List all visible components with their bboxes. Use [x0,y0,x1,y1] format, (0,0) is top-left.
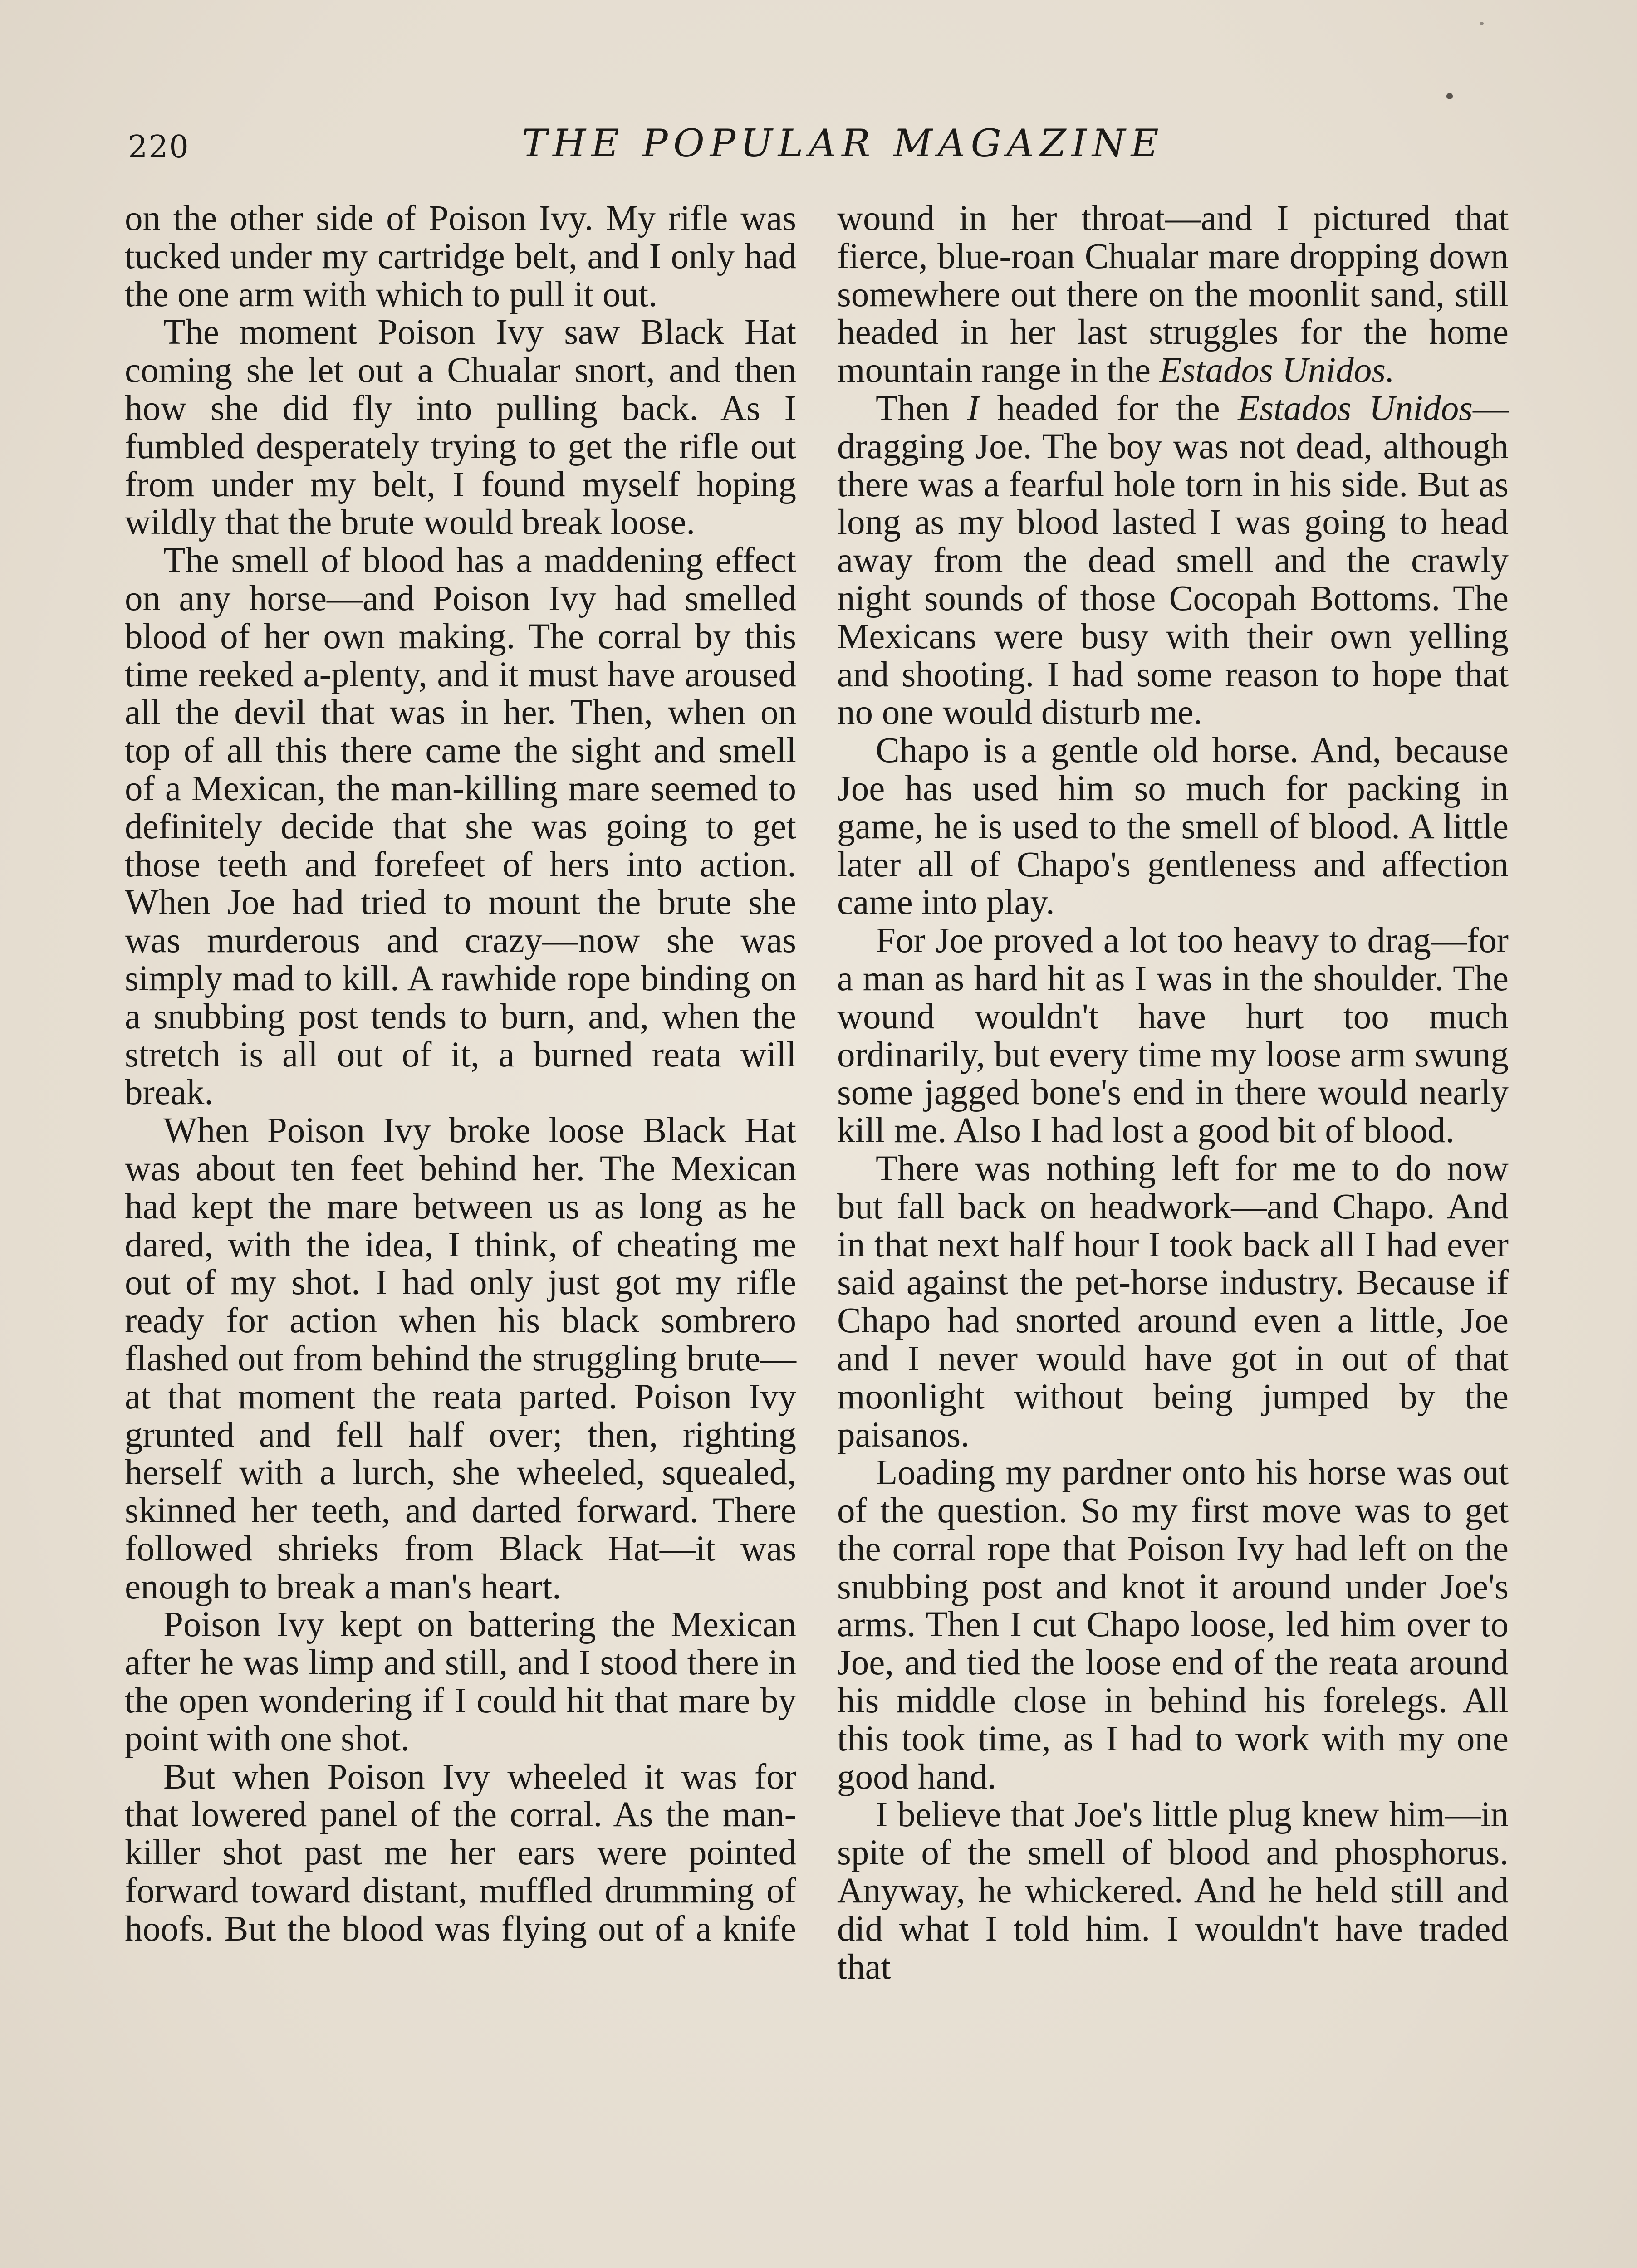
italic-text: Estados Unidos [1238,388,1473,428]
paragraph: For Joe proved a lot too heavy to drag—for a man as hard hit as I was in the shoulder. The wound wouldn't have hurt too much ordinarily, but every time my loose arm swung some jagged bone's end in there would nearly kill me. Also I had lost a good bit of blood. [837,921,1509,1151]
paragraph [837,200,1509,390]
italic-text: I [967,388,980,428]
running-head [123,116,1511,166]
right-column [837,200,1509,1986]
paragraph: on the other side of Poison Ivy. My rifle was tucked under my cartridge belt, and I only had the one arm with which to pull it out. [125,199,796,314]
page-number: 220 [128,129,190,165]
paragraph: I believe that Joe's little plug knew him—in spite of the smell of blood and phosphorus. Anyway, he whickered. And he held still and did what I told him. I wouldn't have traded that [837,1795,1509,1987]
paragraph: The smell of blood has a maddening effect on any horse—and Poison Ivy had smelled blood of her own making. The corral by this time reeked a-plenty, and it must have aroused all the devil that was in her. Then, when on top of all this there came the sight and smell of a Mexican, the man-killing mare seemed to definitely decide that she was going to get those teeth and forefeet of hers into action. When Joe had tried to mount the brute she was murderous and crazy—now she was simply mad to kill. A rawhide rope binding on a snubbing post tends to burn, and, when the stretch is all out of it, a burned reata will break. [125,541,796,1113]
ink-speck [1446,93,1453,99]
paragraph: But when Poison Ivy wheeled it was for that lowered panel of the corral. As the man-killer shot past me her ears were pointed forward toward distant, muffled drumming of hoofs. But the blood was flying out of a knife [125,1757,796,1949]
paragraph: Poison Ivy kept on battering the Mexican after he was limp and still, and I stood there in the open wondering if I could hit that mare by point with one shot. [125,1605,796,1759]
paragraph: When Poison Ivy broke loose Black Hat was about ten feet behind her. The Mexican had kept the mare between us as long as he dared, with the idea, I think, of cheating me out of my shot. I had only just got my rifle ready for action when his black sombrero flashed out from behind the struggling brute—at that moment the reata parted. Poison Ivy grunted and fell half over; then, righting herself with a lurch, she wheeled, squealed, skinned her teeth, and darted forward. There followed shrieks from Black Hat—it was enough to break a man's heart. [125,1111,796,1607]
magazine-title: THE POPULAR MAGAZINE [522,121,1164,166]
ink-speck [1480,22,1484,25]
text-run: Then [876,388,950,428]
left-column [125,200,796,1948]
text-run: headed for the [997,388,1220,428]
paragraph: There was nothing left for me to do now but fall back on headwork—and Chapo. And in that next half hour I took back all I had ever said against the pet-horse industry. Because if Chapo had snorted around even a little, Joe and I never would have got in out of that moonlight without being jumped by the paisanos. [837,1149,1509,1455]
text-run: —dragging Joe. The boy was not dead, although there was a fearful hole torn in his side. But as long as my blood lasted I was going to head away from the dead smell and the crawly night sounds of those Cocopah Bottoms. The Mexicans were busy with their own yelling and shooting. I had some reason to hope that no one would disturb me. [837,388,1509,733]
paragraph: Chapo is a gentle old horse. And, because Joe has used him so much for packing in game, he is used to the smell of blood. A little later all of Chapo's gentleness and affection came into play. [837,731,1509,923]
paragraph: Loading my pardner onto his horse was out of the question. So my first move was to get the corral rope that Poison Ivy had left on the snubbing post and knot it around under Joe's arms. Then I cut Chapo loose, led him over to Joe, and tied the loose end of the reata around his middle close in behind his forelegs. All this took time, as I had to work with my one good hand. [837,1453,1509,1797]
paragraph [837,390,1509,732]
text-run: wound in her throat—and I pictured that fierce, blue-roan Chualar mare dropping down somewhere out there on the moonlit sand, still headed in her last struggles for the home mountain range in the [837,199,1509,391]
italic-text: Estados Unidos. [1159,351,1395,391]
paragraph: The moment Poison Ivy saw Black Hat coming she let out a Chualar snort, and then how she did fly into pulling back. As I fumbled desperately trying to get the rifle out from under my belt, I found myself hoping wildly that the brute would break loose. [125,313,796,543]
